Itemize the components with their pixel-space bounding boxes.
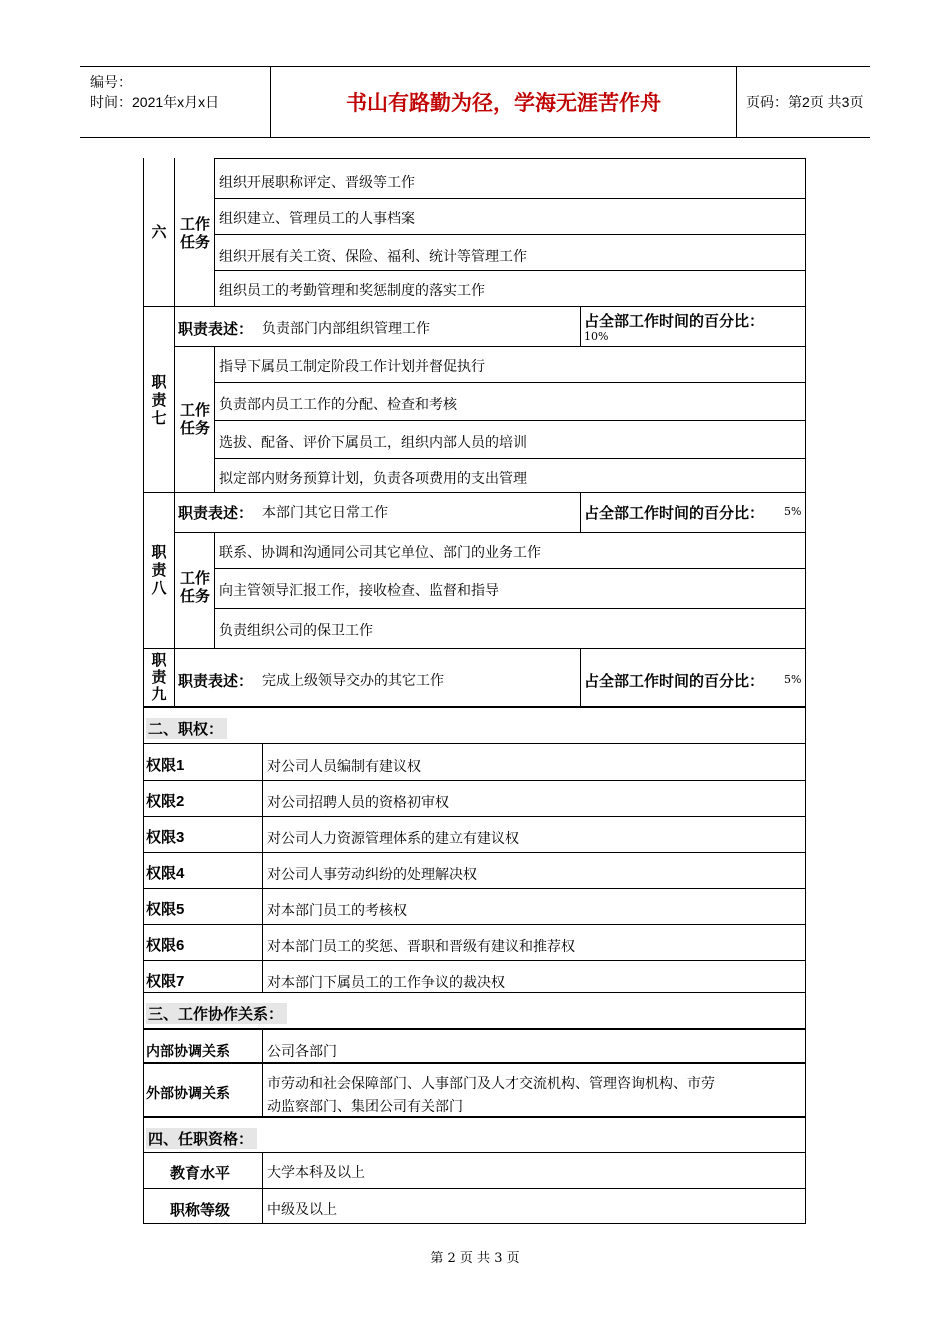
duty7-task-1: 指导下属员工制定阶段工作计划并督促执行 — [219, 359, 485, 375]
authority-label: 权限7 — [146, 973, 185, 990]
duty7-task-2: 负责部内员工工作的分配、检查和考核 — [219, 397, 457, 413]
header-page-info: 页码：第2页 共3页 — [746, 94, 864, 110]
duty8-pct: 5% — [784, 505, 802, 518]
duty7-pct-label: 占全部工作时间的百分比： — [584, 313, 765, 330]
page-header — [80, 66, 870, 138]
duty6-task-4: 组织员工的考勤管理和奖惩制度的落实工作 — [219, 283, 485, 299]
authority-text: 对本部门下属员工的工作争议的裁决权 — [267, 975, 505, 991]
duty7-task-3: 选拔、配备、评价下属员工，组织内部人员的培训 — [219, 435, 527, 451]
internal-value: 公司各部门 — [267, 1044, 337, 1060]
authority-text: 对公司招聘人员的资格初审权 — [267, 795, 449, 811]
duty7-desc: 负责部门内部组织管理工作 — [262, 321, 430, 337]
duty6-task-2: 组织建立、管理员工的人事档案 — [219, 211, 415, 227]
authority-label: 权限3 — [146, 829, 185, 846]
authority-row-divider — [144, 852, 805, 853]
duty8-pct-label: 占全部工作时间的百分比： — [584, 505, 765, 522]
duty8-task-2: 向主管领导汇报工作，接收检查、监督和指导 — [219, 583, 499, 599]
qualification-title: 四、任职资格： — [146, 1128, 257, 1149]
duty6-task-3: 组织开展有关工资、保险、福利、统计等管理工作 — [219, 249, 527, 265]
duty8-tasks-label: 工作 任务 — [179, 570, 210, 605]
authority-row-divider — [144, 888, 805, 889]
external-label: 外部协调关系 — [146, 1085, 230, 1101]
cooperation-table — [143, 992, 806, 1117]
duty8-desc-label: 职责表述： — [178, 505, 254, 522]
page-footer: 第 2 页 共 3 页 — [430, 1251, 520, 1266]
rank-label: 职称等级 — [170, 1202, 231, 1219]
authority-label: 权限6 — [146, 937, 185, 954]
authority-text: 对公司人员编制有建议权 — [267, 759, 421, 775]
duty8-task-1: 联系、协调和沟通同公司其它单位、部门的业务工作 — [219, 545, 541, 561]
duty8-label: 职 责 八 — [151, 544, 167, 597]
header-motto: 书山有路勤为径，学海无涯苦作舟 — [270, 67, 737, 137]
authority-title: 二、职权： — [146, 718, 227, 739]
duty7-desc-label: 职责表述： — [178, 321, 254, 338]
authority-row-divider — [144, 816, 805, 817]
qualification-table — [143, 1116, 806, 1224]
duty8-desc: 本部门其它日常工作 — [262, 505, 388, 521]
edu-label: 教育水平 — [170, 1165, 231, 1182]
authority-label: 权限2 — [146, 793, 185, 810]
duty7-tasks-label: 工作 任务 — [179, 402, 210, 437]
authority-text: 对公司人力资源管理体系的建立有建议权 — [267, 831, 519, 847]
duty9-pct: 5% — [784, 673, 802, 686]
authority-label: 权限1 — [146, 757, 185, 774]
time-label: 时间：2021年x月x日 — [90, 94, 220, 110]
duty9-desc: 完成上级领导交办的其它工作 — [262, 673, 444, 689]
header-meta — [80, 67, 270, 137]
duties-table — [143, 158, 806, 708]
duty7-label: 职 责 七 — [151, 374, 167, 427]
external-value-line2: 动监察部门、集团公司有关部门 — [267, 1099, 463, 1115]
internal-label: 内部协调关系 — [146, 1043, 230, 1059]
duty8-task-3: 负责组织公司的保卫工作 — [219, 623, 373, 639]
authority-label: 权限4 — [146, 865, 185, 882]
number-label: 编号： — [90, 74, 132, 90]
edu-value: 大学本科及以上 — [267, 1165, 365, 1181]
duty7-pct: 10% — [584, 330, 609, 343]
cooperation-title: 三、工作协作关系： — [146, 1003, 287, 1024]
external-value-line1: 市劳动和社会保障部门、人事部门及人才交流机构、管理咨询机构、市劳 — [267, 1076, 715, 1092]
duty7-task-4: 拟定部内财务预算计划，负责各项费用的支出管理 — [219, 471, 527, 487]
authority-text: 对公司人事劳动纠纷的处理解决权 — [267, 867, 477, 883]
duty6-tasks-label: 工作 任务 — [179, 216, 210, 251]
authority-table — [143, 706, 806, 993]
duty9-desc-label: 职责表述： — [178, 673, 254, 690]
duty9-label: 职 责 九 — [151, 652, 167, 703]
rank-value: 中级及以上 — [267, 1202, 337, 1218]
authority-row-divider — [144, 780, 805, 781]
authority-row-divider — [144, 960, 805, 961]
duty9-pct-label: 占全部工作时间的百分比： — [584, 673, 765, 690]
authority-label: 权限5 — [146, 901, 185, 918]
duty6-task-1: 组织开展职称评定、晋级等工作 — [219, 175, 415, 191]
authority-row-divider — [144, 924, 805, 925]
duty6-label: 六 — [151, 224, 167, 241]
authority-text: 对本部门员工的考核权 — [267, 903, 407, 919]
authority-text: 对本部门员工的奖惩、晋职和晋级有建议和推荐权 — [267, 939, 575, 955]
